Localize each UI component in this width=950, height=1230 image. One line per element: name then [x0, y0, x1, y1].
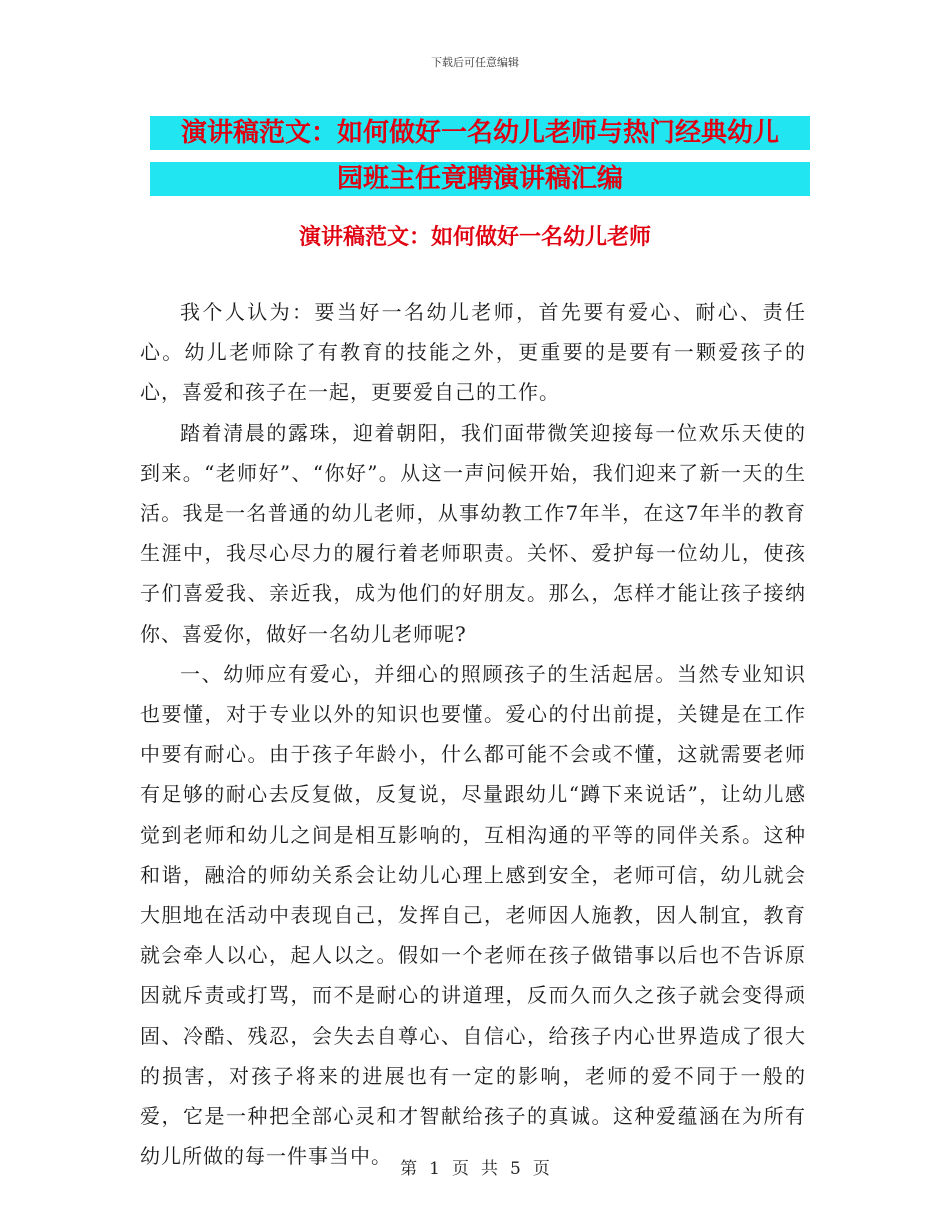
page-footer: [0, 1154, 950, 1179]
document-title: [150, 110, 810, 202]
footer-total-prefix: 共: [481, 1159, 498, 1179]
body-text: [140, 292, 806, 1176]
footer-suffix: 页: [532, 1159, 550, 1179]
footer-mid: 页: [452, 1159, 469, 1179]
footer-total-pages: 5: [510, 1159, 521, 1179]
paragraph: 一、幼师应有爱心，并细心的照顾孩子的生活起居。当然专业知识也要懂，对于专业以外的知识也要懂。爱心的付出前提，关键是在工作中要有耐心。由于孩子年龄小，什么都可能不会或不懂，这就需要老师有足够的耐心去反复做，反复说，尽量跟幼儿“蹲下来说话”，让幼儿感觉到老师和幼儿之间是相互影响的，互相沟通的平等的同伴关系。这种和谐，融洽的师幼关系会让幼儿心理上感到安全，老师可信，幼儿就会大胆地在活动中表现自己，发挥自己，老师因人施教，因人制宜，教育就会牵人以心，起人以之。假如一个老师在孩子做错事以后也不告诉原因就斥责或打骂，而不是耐心的讲道理，反而久而久之孩子就会变得顽固、冷酷、残忍，会失去自尊心、自信心，给孩子内心世界造成了很大的损害，对孩子将来的进展也有一定的影响，老师的爱不同于一般的爱，它是一种把全部心灵和才智献给孩子的真诚。这种爱蕴涵在为所有幼儿所做的每一件事当中。: [140, 661, 806, 1169]
document-title-line-2: 园班主任竟聘演讲稿汇编: [336, 164, 623, 194]
section-title: 演讲稿范文：如何做好一名幼儿老师: [298, 224, 651, 250]
paragraph: 我个人认为：要当好一名幼儿老师，首先要有爱心、耐心、责任心。幼儿老师除了有教育的技能之外，更重要的是要有一颗爱孩子的心，喜爱和孩子在一起，更要爱自己的工作。: [140, 300, 806, 405]
paragraph: 踏着清晨的露珠，迎着朝阳，我们面带微笑迎接每一位欢乐天使的到来。“老师好”、“你好”。从这一声问候开始，我们迎来了新一天的生活。我是一名普通的幼儿老师，从事幼教工作7年半，在这7年半的教育生涯中，我尽心尽力的履行着老师职责。关怀、爱护每一位幼儿，使孩子们喜爱我、亲近我，成为他们的好朋友。那么，怎样才能让孩子接纳你、喜爱你，做好一名幼儿老师呢?: [140, 420, 806, 646]
footer-prefix: 第: [400, 1159, 418, 1179]
header-note: 下载后可任意编辑: [431, 56, 519, 69]
footer-page-number: 1: [429, 1159, 440, 1179]
document-title-line-1: 演讲稿范文：如何做好一名幼儿老师与热门经典幼儿: [180, 118, 779, 148]
